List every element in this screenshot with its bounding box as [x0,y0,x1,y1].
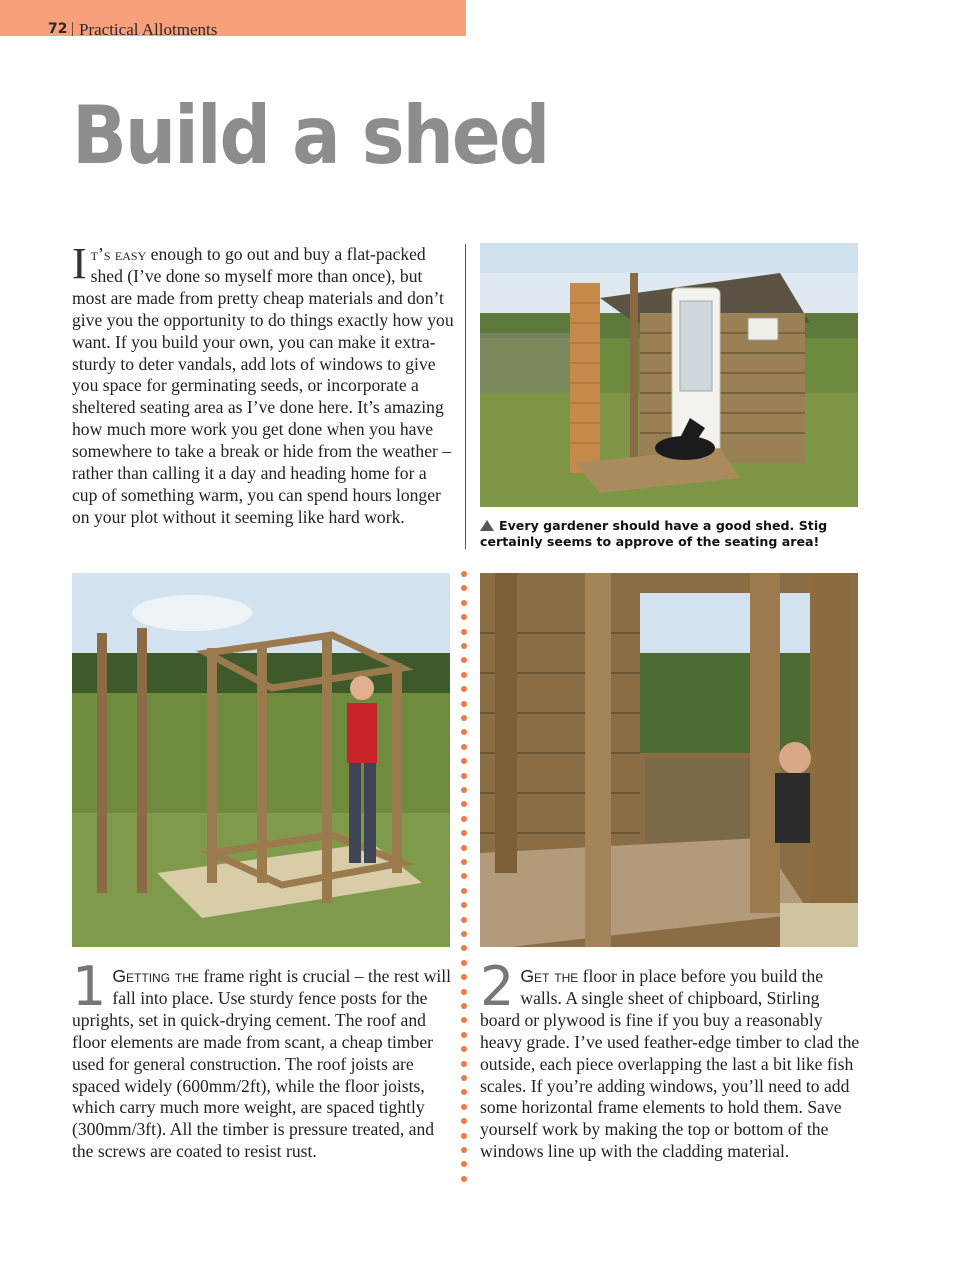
divider-dot [461,773,467,779]
divider-dot [461,686,467,692]
divider-dot [461,1133,467,1139]
step-2-lead: Get the [520,966,579,986]
divider-dot [461,845,467,851]
divider-dot [461,888,467,894]
publication-title: Practical Allotments [79,20,218,39]
divider-dot [461,1176,467,1182]
step-1-paragraph [72,955,454,1163]
step-1-lead: Getting the [112,966,199,986]
divider-dot [461,989,467,995]
divider-dot [461,1089,467,1095]
divider-dot [461,1075,467,1081]
divider-dot [461,1104,467,1110]
divider-dot [461,729,467,735]
divider-dot [461,571,467,577]
intro-text: enough to go out and buy a flat-packed shed (I’ve done so myself more than once), but most are made from pretty cheap materials and don’t give you the opportunity to do things exactly how you want. If you build your own, you can make it extra-sturdy to deter vandals, add lots of windows to give you space for germinating seeds, or incorporate a sheltered seating area as I’ve done here. It’s amazing how much more work you get done when you have somewhere to take a break or hide from the weather – rather than calling it a day and heading home for a cup of something warm, you can spend hours longer on your plot without it seeming like hard work. [72,244,454,527]
divider-dot [461,1161,467,1167]
divider-dot [461,1061,467,1067]
divider-dot [461,657,467,663]
divider-dot [461,600,467,606]
page-number: 72 [48,21,68,37]
step-2-number: 2 [480,955,515,1018]
intro-paragraph [72,239,454,529]
divider-dot [461,873,467,879]
divider-dot [461,960,467,966]
photo-shed-floor [480,573,858,947]
photo-shed-frame [72,573,450,947]
divider-dot [461,758,467,764]
divider-dot [461,1046,467,1052]
step-2-paragraph [480,955,862,1163]
divider-dot [461,1003,467,1009]
divider-dot [461,1032,467,1038]
article-title: Build a shed [72,88,549,183]
divider-dot [461,931,467,937]
divider-dot [461,643,467,649]
step-2-text: floor in place before you build the walls. A single sheet of chipboard, Stirling board or plywood is fine if you buy a reasonably heavy grade. I’ve used feather-edge timber to clad the outside, each piece overlapping the last a bit like fish scales. If you’re adding windows, you’ll need to add some horizontal frame elements to hold them. Save yourself work by making the top or bottom of the windows line up with the cladding material. [480,966,860,1162]
divider-dot [461,830,467,836]
divider-dot [461,816,467,822]
divider-dot [461,1118,467,1124]
divider-dot [461,902,467,908]
divider-dot [461,715,467,721]
divider-dot [461,672,467,678]
intro-lead: t’s easy [90,244,147,264]
divider-dot [461,744,467,750]
intro-dropcap: I [72,239,87,288]
header-separator [72,22,73,36]
caption-arrow-icon [480,520,494,531]
divider-dot [461,585,467,591]
divider-dot [461,629,467,635]
divider-dot [461,701,467,707]
photo-finished-shed [480,243,858,507]
divider-dot [461,614,467,620]
divider-dot [461,917,467,923]
photo-caption [480,518,860,550]
column-divider [465,244,466,549]
step-1-number: 1 [72,955,107,1018]
divider-dot [461,945,467,951]
divider-dot [461,1017,467,1023]
divider-dot [461,787,467,793]
step-1-text: frame right is crucial – the rest will fall into place. Use sturdy fence posts for the uprights, set in quick-drying cement. The roof and floor elements are made from scant, a cheap timber used for general construction. The roof joists are spaced widely (600mm/2ft), while the floor joists, which carry much more weight, are spaced tightly (300mm/3ft). All the timber is pressure treated, and the screws are coated to resist rust. [72,966,452,1162]
divider-dot [461,974,467,980]
divider-dot [461,801,467,807]
step-divider-dots [461,571,467,1186]
header-bar [0,0,466,36]
caption-text: Every gardener should have a good shed. Stig certainly seems to approve of the seating area! [480,518,828,549]
divider-dot [461,1147,467,1153]
divider-dot [461,859,467,865]
